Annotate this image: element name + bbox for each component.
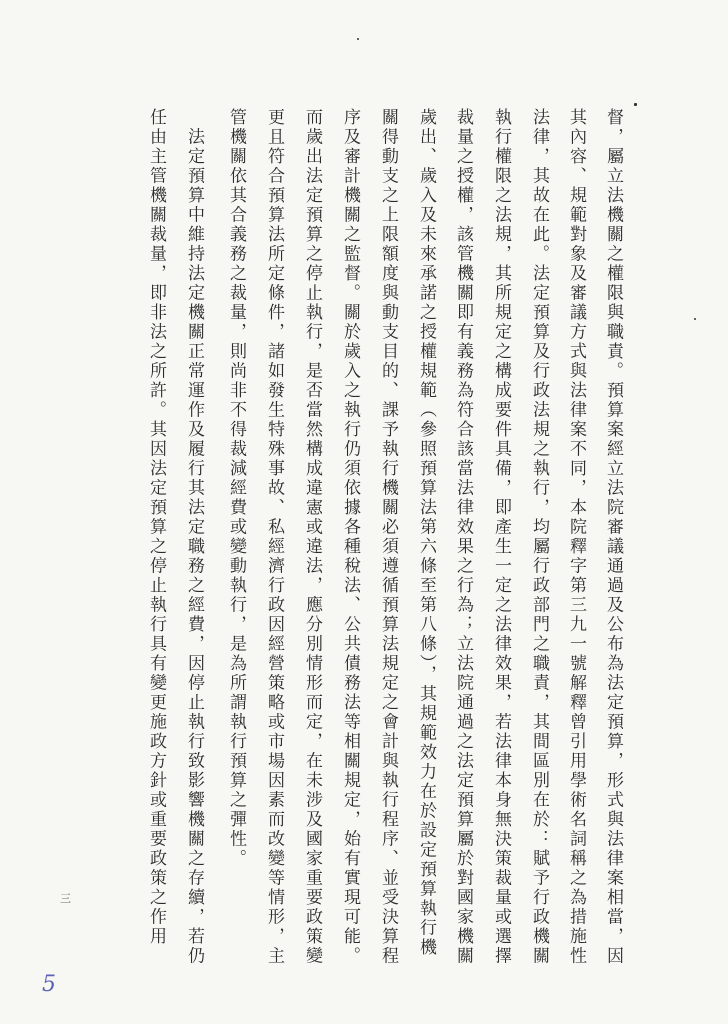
scan-speck [357,38,359,40]
scan-speck [694,318,696,320]
text-column-1: 督，屬立法機關之權限與職責。預算案經立法院審議通過及公布為法定預算，形式與法律案相當，因 [603,108,623,966]
text-column-10: 更且符合預算法所定條件，諸如發生特殊事故、私經濟行政因經營策略或市場因素而改變等情形，主 [264,108,284,966]
handwritten-mark: 5 [42,972,56,997]
text-column-6: 歲出、歲入及未來承諾之授權規範（參照預算法第六條至第八條），其規範效力在於設定預算執行機 [416,108,436,958]
text-column-3: 法律，其故在此。法定預算及行政法規之執行，均屬行政部門之職責，其間區別在於：賦予行政機關 [529,108,549,966]
scan-speck [634,103,637,106]
text-column-2: 其內容、規範對象及審議方式與法律案不同，本院釋字第三九一號解釋曾引用學術名詞稱之為措施性 [566,108,586,966]
text-column-13: 任由主管機關裁量，即非法之所許。其因法定預算之停止執行具有變更施政方針或重要政策之作用 [146,108,166,947]
text-column-7: 關得動支之上限額度與動支目的、課予執行機關必須遵循預算法規定之會計與執行程序、並受決算程 [378,108,398,966]
text-column-8: 序及審計機關之監督。關於歲入之執行仍須依據各種稅法、公共債務法等相關規定，始有實現可能。 [340,108,360,966]
text-column-4: 執行權限之法規，其所規定之構成要件具備，即產生一定之法律效果，若法律本身無決策裁量或選擇 [491,108,511,966]
text-column-12: 法定預算中維持法定機關正常運作及履行其法定職務之經費，因停止執行致影響機關之存續，若仍 [184,108,204,966]
text-column-5: 裁量之授權，該管機關即有義務為符合該當法律效果之行為；立法院通過之法定預算屬於對國家機關 [453,108,473,966]
text-column-9: 而歲出法定預算之停止執行，是否當然構成違憲或違法，應分別情形而定，在未涉及國家重要政策變 [302,108,322,966]
text-column-11: 管機關依其合義務之裁量，則尚非不得裁減經費或變動執行，是為所謂執行預算之彈性。 [226,108,246,869]
page-number: 三 [60,892,71,905]
